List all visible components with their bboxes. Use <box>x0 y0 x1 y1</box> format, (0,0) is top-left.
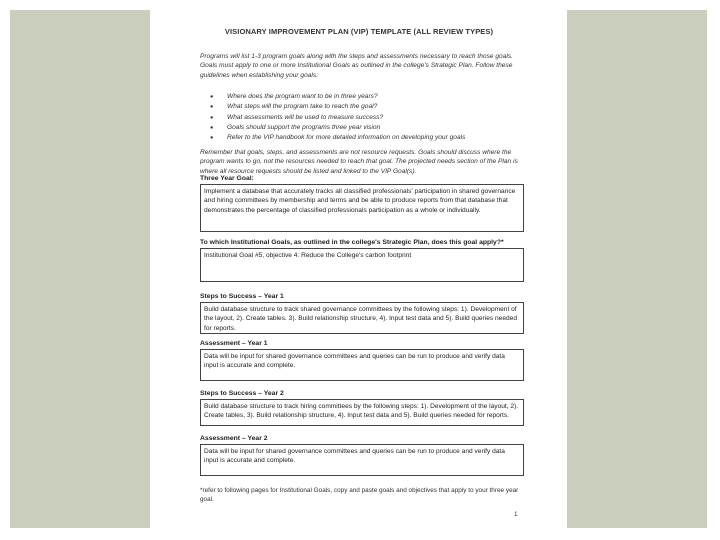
list-item <box>210 92 520 102</box>
three-year-goal-box: Implement a database that accurately tracks all classified professionals' participation in shared governance and hiring committees by membership and terms and be able to produce reports from that database that demonstrates the percentage of classified professionals participation as a whole or individually. <box>200 184 524 232</box>
assessment-year1-label: Assessment – Year 1 <box>200 340 268 347</box>
bullet-icon: ● <box>210 104 214 111</box>
guideline-text: Where does the program want to be in three years? <box>227 93 378 100</box>
list-item <box>210 113 520 123</box>
list-item <box>210 123 520 133</box>
institutional-goals-box: Institutional Goal #5, objective 4: Reduce the College's carbon footprint <box>200 248 524 282</box>
guideline-text: Refer to the VIP handbook for more detailed information on developing your goals <box>227 134 466 142</box>
assessment-year2-box: Data will be input for shared governance committees and queries can be run to produce and verify data input is accurate and complete. <box>200 444 524 476</box>
right-side-panel <box>567 10 707 528</box>
document-page <box>152 10 566 528</box>
bullet-icon: ● <box>210 124 214 131</box>
list-item <box>210 133 520 143</box>
footnote: *refer to following pages for Institutional Goals, copy and paste goals and objectives that apply to your three year goal. <box>200 487 519 504</box>
bullet-icon: ● <box>210 114 214 121</box>
steps-year2-box: Build database structure to track hiring committees by the following steps: 1). Development of the layout, 2). Create tables, 3). Build relationship structure, 4). Input test data and 5). Build queries needed for reports. <box>200 399 524 426</box>
document-title: VISIONARY IMPROVEMENT PLAN (VIP) TEMPLATE (ALL REVIEW TYPES) <box>224 27 494 36</box>
page-number: 1 <box>514 511 518 518</box>
bullet-icon: ● <box>210 94 214 100</box>
intro-paragraph: Programs will list 1-3 program goals along with the steps and assessments necessary to reach those goals. Goals must apply to one or more Institutional Goals as outlined in the college's Strategic Plan. Follow these guidelines when establishing your goals: <box>200 53 513 79</box>
guideline-text: What steps will the program take to reach the goal? <box>227 103 378 111</box>
three-year-goal-label: Three Year Goal: <box>200 175 254 182</box>
remember-paragraph: Remember that goals, steps, and assessments are not resource requests. Goals should discuss where the program wants to go, not the resources needed to reach that goal. The projected needs section of the Plan is where all resource requests should be listed and linked to the VIP Goal(s). <box>200 149 518 175</box>
left-side-panel <box>10 10 150 528</box>
steps-year1-label: Steps to Success – Year 1 <box>200 293 284 300</box>
institutional-goals-label: To which Institutional Goals, as outlined in the college's Strategic Plan, does this goal apply?* <box>200 239 504 246</box>
steps-year1-box: Build database structure to track shared governance committees by the following steps: 1). Development of the layout, 2). Create tables. 3). Build relationship structure, 4). Input test data and 5). Build queries needed for reports. <box>200 302 524 334</box>
steps-year2-label: Steps to Success – Year 2 <box>200 390 284 397</box>
assessment-year1-box: Data will be input for shared governance committees and queries can be run to produce and verify data input is accurate and complete. <box>200 349 524 381</box>
guideline-text: Goals should support the programs three year vision <box>227 123 381 131</box>
list-item <box>210 102 520 112</box>
guideline-text: What assessments will be used to measure success? <box>227 113 384 121</box>
assessment-year2-label: Assessment – Year 2 <box>200 435 268 442</box>
bullet-icon: ● <box>210 135 214 142</box>
guidelines-list <box>210 92 520 143</box>
